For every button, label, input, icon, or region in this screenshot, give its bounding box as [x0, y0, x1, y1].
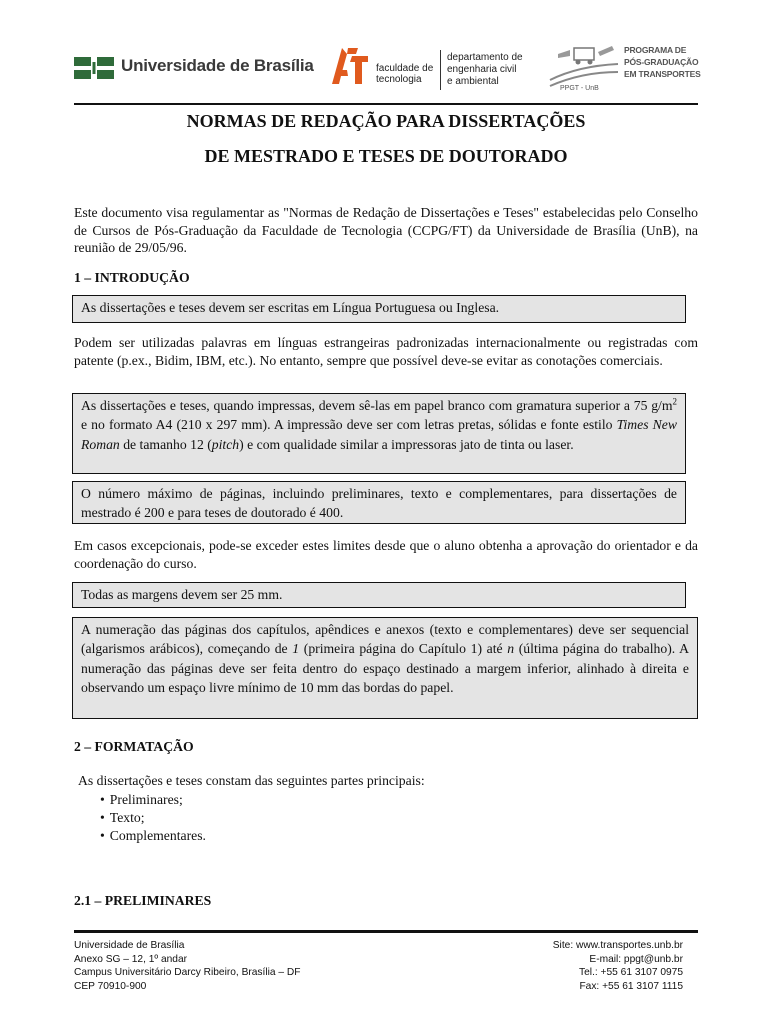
- footer-site-link[interactable]: Site: www.transportes.unb.br: [552, 940, 683, 951]
- section-2-1-heading: 2.1 – PRELIMINARES: [74, 893, 212, 908]
- unb-logo-icon: [74, 57, 114, 79]
- ppgt-line1: PROGRAMA DE: [624, 45, 687, 55]
- section-1-heading: 1 – INTRODUÇÃO: [74, 270, 190, 285]
- footer-email-link[interactable]: E-mail: ppgt@unb.br: [589, 953, 683, 965]
- section-2-heading: 2 – FORMATAÇÃO: [74, 739, 194, 754]
- numbering-start: 1: [292, 641, 300, 657]
- ppgt-logo-icon: [548, 40, 620, 92]
- footer-phone: Tel.: +55 61 3107 0975: [579, 967, 683, 979]
- dept-line1: departamento de: [447, 52, 523, 63]
- department-name: [447, 52, 523, 88]
- footer-address-line: Universidade de Brasília: [74, 940, 185, 951]
- box-print-requirements: [72, 393, 686, 474]
- paragraph-foreign-words: Podem ser utilizadas palavras em línguas estrangeiras padronizadas internacionalmente ou registradas com patente (p.ex., Bidim, IBM, etc.). No entanto, sempre que possível deve-se evitar as conotações comerciais.: [74, 335, 698, 368]
- document-title-line1: NORMAS DE REDAÇÃO PARA DISSERTAÇÕES: [186, 111, 586, 131]
- document-title-line2: DE MESTRADO E TESES DE DOUTORADO: [204, 146, 568, 166]
- footer-address-line: Campus Universitário Darcy Ribeiro, Brasília – DF: [74, 967, 301, 979]
- footer-fax: Fax: +55 61 3107 1115: [579, 980, 683, 992]
- parts-list: [100, 791, 206, 845]
- print-text-3: de tamanho 12 (: [119, 436, 212, 452]
- footer-contact: [553, 939, 683, 993]
- dept-line2: engenharia civil: [447, 64, 517, 75]
- footer-address: [74, 939, 300, 993]
- section-2-lead: As dissertações e teses constam das seguintes partes principais:: [78, 773, 425, 788]
- footer-address-line: Anexo SG – 12, 1º andar: [74, 953, 188, 965]
- list-item: • Texto;: [100, 809, 206, 827]
- ft-name: [376, 63, 433, 85]
- box-max-pages: O número máximo de páginas, incluindo preliminares, texto e complementares, para dissertações de mestrado é 200 e para teses de doutorado é 400.: [72, 481, 686, 524]
- box-page-numbering: [72, 617, 698, 719]
- footer-rule: [74, 930, 698, 933]
- ppgt-logo-text: PPGT - UnB: [560, 85, 599, 92]
- ft-logo-icon: [328, 46, 372, 86]
- print-pitch: pitch: [211, 436, 240, 452]
- list-item: • Complementares.: [100, 827, 206, 845]
- ft-name-line1: faculdade de: [376, 63, 434, 74]
- paragraph-exceed-limits: Em casos excepcionais, pode-se exceder estes limites desde que o aluno obtenha a aprovação do orientador e da coordenação do curso.: [74, 538, 698, 571]
- dept-line3: e ambiental: [447, 76, 499, 87]
- intro-paragraph: Este documento visa regulamentar as "Normas de Redação de Dissertações e Teses" estabelecidas pelo Conselho de Cursos de Pós-Graduação da Faculdade de Tecnologia (CCPG/FT) da Universidade de Brasília (UnB), na reunião de 29/05/96.: [74, 205, 698, 256]
- list-item: • Preliminares;: [100, 791, 206, 809]
- print-sup: 2: [672, 396, 677, 407]
- footer-address-line: CEP 70910-900: [74, 980, 147, 992]
- ppgt-line2: PÓS-GRADUAÇÃO: [624, 57, 699, 67]
- box-margins: Todas as margens devem ser 25 mm.: [72, 582, 686, 608]
- print-font-name: Times New Roman: [81, 417, 678, 452]
- numbering-text-2: (primeira página do Capítulo 1) até: [299, 641, 508, 657]
- header-divider: [440, 50, 441, 90]
- print-text-4: ) e com qualidade similar a impressoras jato de tinta ou laser.: [239, 436, 574, 452]
- box-language: As dissertações e teses devem ser escritas em Língua Portuguesa ou Inglesa.: [72, 295, 686, 323]
- numbering-end: n: [507, 641, 515, 657]
- numbering-text-3: (última página do trabalho). A numeração das páginas deve ser feita dentro do espaço destinado a margem inferior, alinhado à direita e observando um espaço livre mínimo de 10 mm das bordas do papel.: [81, 641, 689, 696]
- ppgt-line3: EM TRANSPORTES: [624, 69, 701, 79]
- ppgt-name: [624, 44, 701, 80]
- print-text-1: As dissertações e teses, quando impressas, devem sê-las em papel branco com gramatura superior a 75 g/m: [81, 398, 673, 413]
- header-rule: [74, 103, 698, 105]
- numbering-text-1: A numeração das páginas dos capítulos, apêndices e anexos (texto e complementares) deve ser sequencial (algarismos arábicos), começando de: [81, 622, 689, 657]
- unb-name: Universidade de Brasília: [121, 56, 314, 75]
- ft-name-line2: tecnologia: [376, 74, 422, 85]
- print-text-2: e no formato A4 (210 x 297 mm). A impressão deve ser com letras pretas, sólidas e fonte estilo: [81, 417, 617, 433]
